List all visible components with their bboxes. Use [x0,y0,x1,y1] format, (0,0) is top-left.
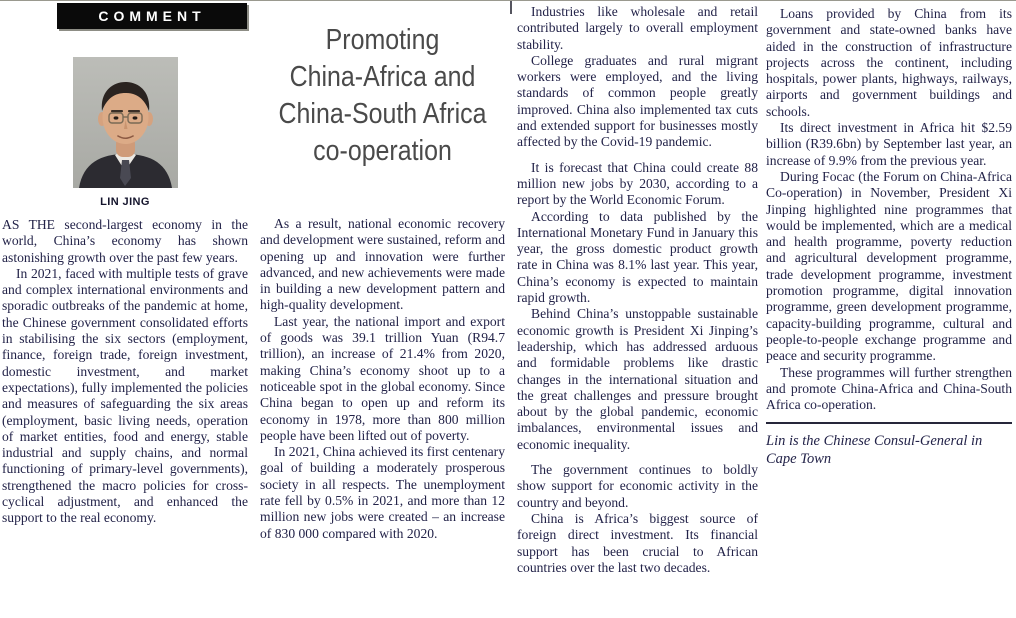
article-paragraph: These programmes will further strengthen and promote China-Africa and China-South Africa co-operation. [766,364,1012,413]
article-paragraph: As a result, national economic recovery and development were sustained, reform and opening up and innovation were further advanced, and new achievements were made in building a new development pattern and high-quality development. [260,216,505,313]
article-paragraph: Behind China’s unstoppable sustainable economic growth is President Xi Jinping’s leadership, which has addressed arduous and formidable problems like drastic changes in the international situation and the great challenges and pressure brought about by the global pandemic, economic imbalances, environmental issues and economic inequality. [517,306,758,452]
portrait-photo [73,57,178,188]
article-column-3 [517,0,758,616]
article-paragraph: The government continues to boldly show support for economic activity in the country and beyond. [517,462,758,510]
headline-line-3: China-South Africa [278,98,487,130]
signature-rule [766,422,1012,424]
article-text-col2 [260,216,505,542]
article-paragraph: During Focac (the Forum on China-Africa Co-operation) in November, President Xi Jinping highlighted nine programmes that would be implemented, which are a medical and health programme, poverty reduction and agricultural development programme, trade development programme, investment promotion programme, digital innovation programme, green development programme, capacity-building programme, cultural and people-to-people exchange programme and peace and security programme. [766,168,1012,364]
headline-line-4: co-operation [313,135,452,167]
article-headline [277,22,488,170]
headline-line-2: China-Africa and [289,61,476,93]
article-paragraph: Loans provided by China from its government and state-owned banks have aided in the construction of infrastructure projects across the continent, including hospitals, power plants, highways, railways, airports and government buildings and schools. [766,6,1012,119]
article-paragraph: According to data published by the International Monetary Fund in January this year, the gross domestic product growth rate in China was 8.1% last year. This year, China’s economy is expected to maintain rapid growth. [517,208,758,306]
column-divider-tick [510,1,512,14]
article-paragraph: China is Africa’s biggest source of foreign direct investment. Its financial support has been crucial to African countries over the last two decades. [517,510,758,575]
article-paragraph: Industries like wholesale and retail contributed largely to overall employment stability. [517,4,758,52]
section-banner-label: COMMENT [98,8,206,24]
article-text-col4 [766,6,1012,413]
article-paragraph: Last year, the national import and export of goods was 39.1 trillion Yuan (R94.7 trillion), an increase of 21.4% from 2020, making China’s economy shoot up to a noticeable spot in the global economy. Since China began to open up and reform its economy in 1978, more than 800 million people have been lifted out of poverty. [260,313,505,443]
article-column-1 [2,0,248,612]
article-paragraph: College graduates and rural migrant workers were employed, and the living standards of common people greatly improved. China also implemented tax cuts and extended support for businesses mostly affected by the Covid-19 pandemic. [517,52,758,150]
article-text-col1 [2,217,248,527]
article-column-2 [260,0,505,612]
article-paragraph: It is forecast that China could create 88 million new jobs by 2030, according to a report by the World Economic Forum. [517,159,758,208]
article-text-col3 [517,4,758,576]
article-column-4 [766,0,1012,618]
article-paragraph: In 2021, faced with multiple tests of grave and complex international environments and sporadic outbreaks of the pandemic at home, the Chinese government consolidated efforts in stabilising the six sectors (employment, finance, foreign trade, foreign investment, domestic investment, and market expectations), fully implemented the policies and measures of safeguarding the six areas (employment, basic living needs, operation of market entities, food and energy, stable industrial and supply chains, and normal functioning of primary-level governments), strengthened the macro policies for cross-cyclical adjustment, and enhanced the support to the real economy. [2,265,248,526]
article-paragraph: In 2021, China achieved its first centenary goal of building a moderately prosperous society in all respects. The unemployment rate fell by 0.5% in 2021, and more than 12 million new jobs were created – an increase of 830 000 compared with 2020. [260,444,505,541]
article-paragraph: Its direct investment in Africa hit $2.59 billion (R39.6bn) by September last year, an increase of 9.9% from the previous year. [766,120,1012,168]
headline-line-1: Promoting [325,24,440,56]
article-paragraph: AS THE second-largest economy in the world, China’s economy has shown astonishing growth over the past few years. [2,217,248,265]
byline: LIN JING [100,196,150,208]
author-tagline: Lin is the Chinese Consul-General in Cape Town [766,433,983,468]
section-banner [57,3,247,29]
portrait-illustration [73,57,178,188]
